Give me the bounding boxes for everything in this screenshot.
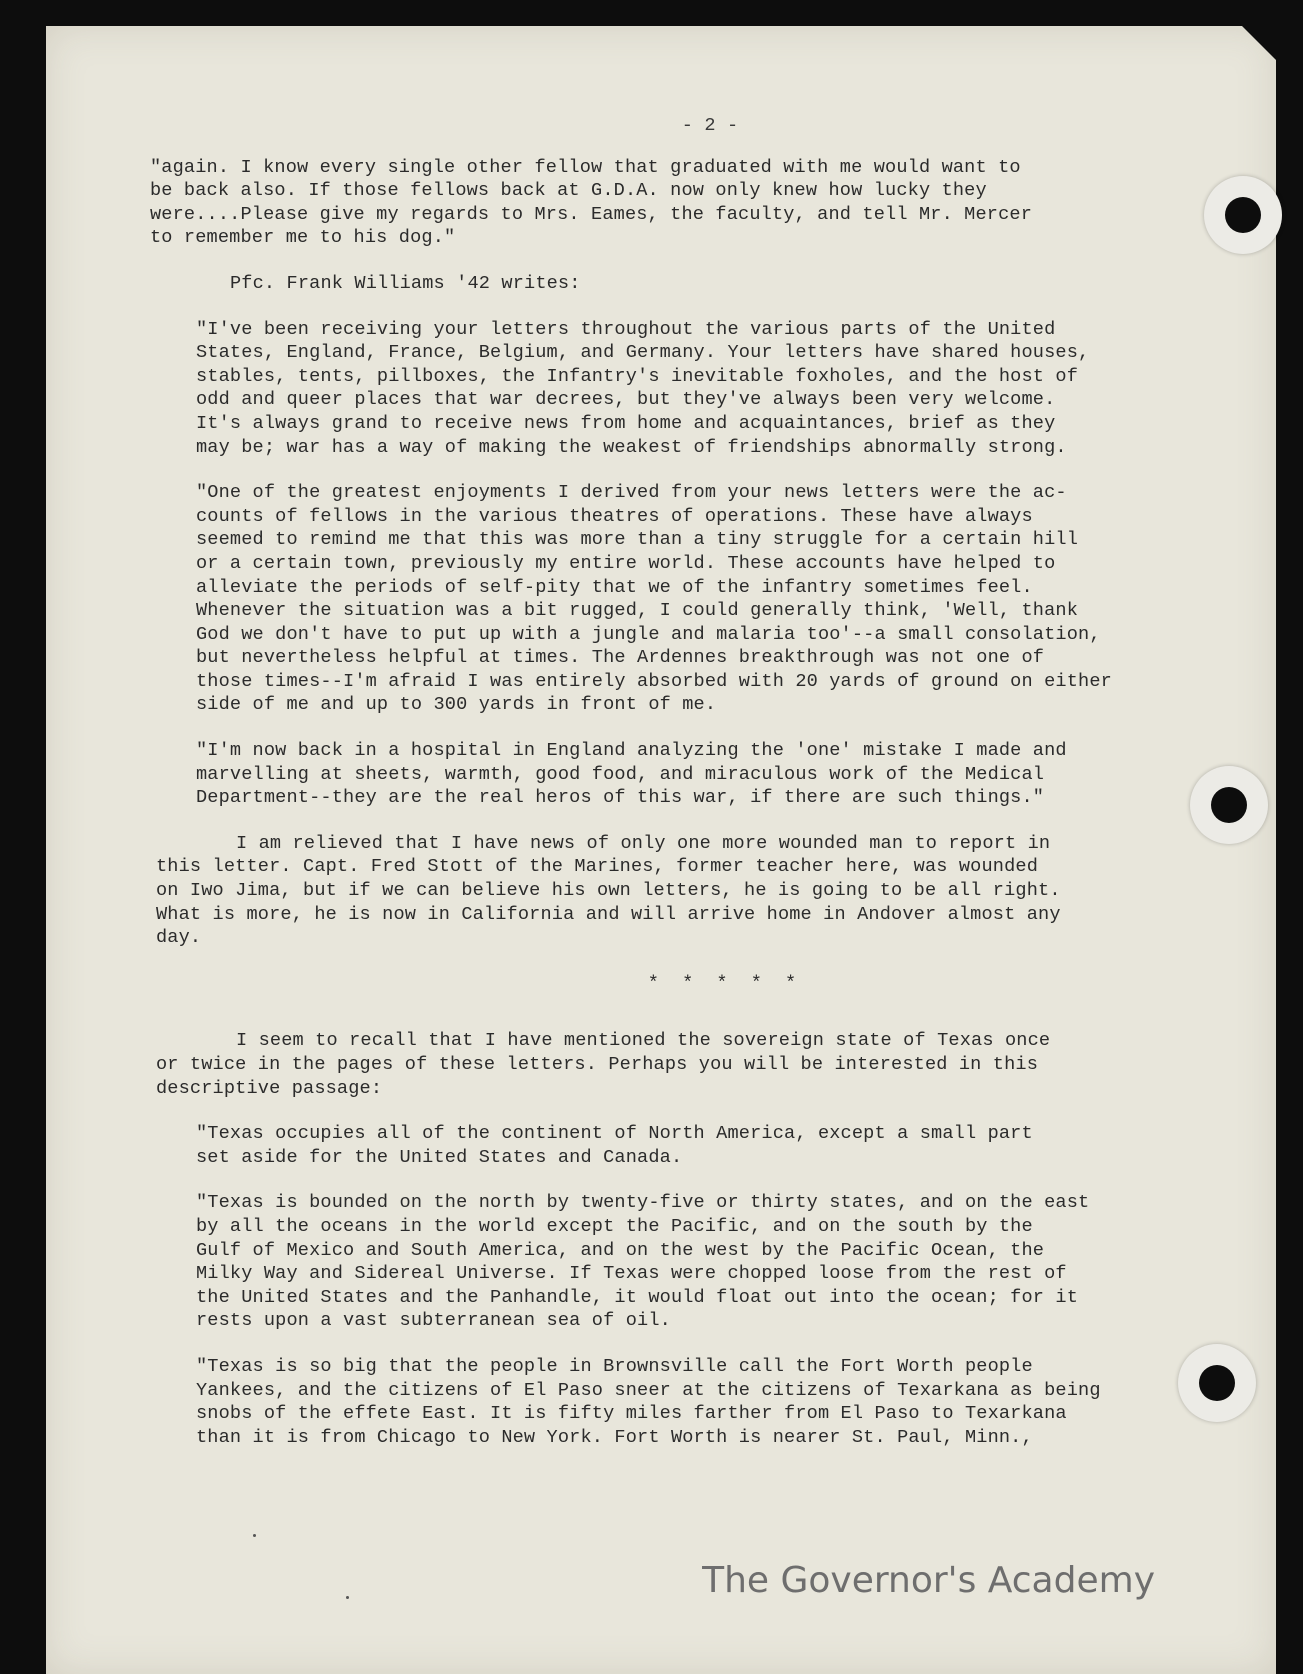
paragraph-body: I seem to recall that I have mentioned the sovereign state of Texas once or twice in the pages of these letters. Perhaps you will be interested in this descriptive passage: — [156, 1030, 1051, 1099]
paragraph-body: I am relieved that I have news of only one more wounded man to report in this letter. Capt. Fred Stott of the Marines, former teacher here, was wounded on Iwo Jima, but if we can believe his own letters, he is going to be all right. What is more, he is now in California and will arrive home in Andover almost any day. — [156, 832, 1061, 949]
binder-hole-middle — [1190, 766, 1268, 844]
paragraph-quote: "I'm now back in a hospital in England analyzing the 'one' mistake I made and marvelling at sheets, warmth, good food, and miraculous work of the Medical Department--they are the real heros of this war, if there are such things." — [196, 740, 1067, 809]
paragraph-attribution: Pfc. Frank Williams '42 writes: — [230, 272, 581, 294]
paragraph-quote: "I've been receiving your letters throughout the various parts of the United States, England, France, Belgium, and Germany. Your letters have shared houses, stables, tents, pillboxes, the Infantry's inevitable foxholes, and the host of odd and queer places that war decrees, but they've always been very welcome. It's always grand to receive news from home and acquaintances, brief as they may be; war has a way of making the weakest of friendships abnormally strong. — [196, 318, 1090, 458]
paragraph-quote: "Texas is so big that the people in Brownsville call the Fort Worth people Yankees, and the citizens of El Paso sneer at the citizens of Texarkana as being snobs of the effete East. It is fifty miles farther from El Paso to Texarkana than it is from Chicago to New York. Fort Worth is nearer St. Paul, Minn., — [196, 1355, 1101, 1448]
section-divider-stars: * * * * * — [647, 972, 803, 994]
paper-speck — [253, 1534, 256, 1537]
paragraph-quote: "One of the greatest enjoyments I derived from your news letters were the ac- counts of fellows in the various theatres of operations. These have always seemed to remind me that this was more than a tiny struggle for a certain hill or a certain town, previously my entire world. These accounts have helped to alleviate the periods of self-pity that we of the infantry sometimes feel. Whenever the situation was a bit rugged, I could generally think, 'Well, thank God we don't have to put up with a jungle and malaria too'--a small consolation, but nevertheless helpful at times. The Ardennes breakthrough was not one of those times--I'm afraid I was entirely absorbed with 20 yards of ground on either side of me and up to 300 yards in front of me. — [196, 482, 1112, 716]
paragraph-quote: "Texas occupies all of the continent of North America, except a small part set aside for the United States and Canada. — [196, 1123, 1033, 1168]
letter-body — [150, 114, 1190, 1471]
page-number: - 2 - — [681, 115, 739, 136]
binder-hole-top — [1204, 176, 1282, 254]
paragraph-quote: "Texas is bounded on the north by twenty-five or thirty states, and on the east by all the oceans in the world except the Pacific, and on the south by the Gulf of Mexico and South America, and on the west by the Pacific Ocean, the Milky Way and Sidereal Universe. If Texas were chopped loose from the rest of the United States and the Panhandle, it would float out into the ocean; for it rests upon a vast subterranean sea of oil. — [196, 1192, 1090, 1332]
paragraph-quote-continuation: "again. I know every single other fellow that graduated with me would want to be back also. If those fellows back at G.D.A. now only knew how lucky they were....Please give my regards to Mrs. Eames, the faculty, and tell Mr. Mercer to remember me to his dog." — [150, 156, 1033, 249]
paper-speck — [346, 1596, 349, 1599]
watermark-text: The Governor's Academy — [702, 1560, 1155, 1601]
